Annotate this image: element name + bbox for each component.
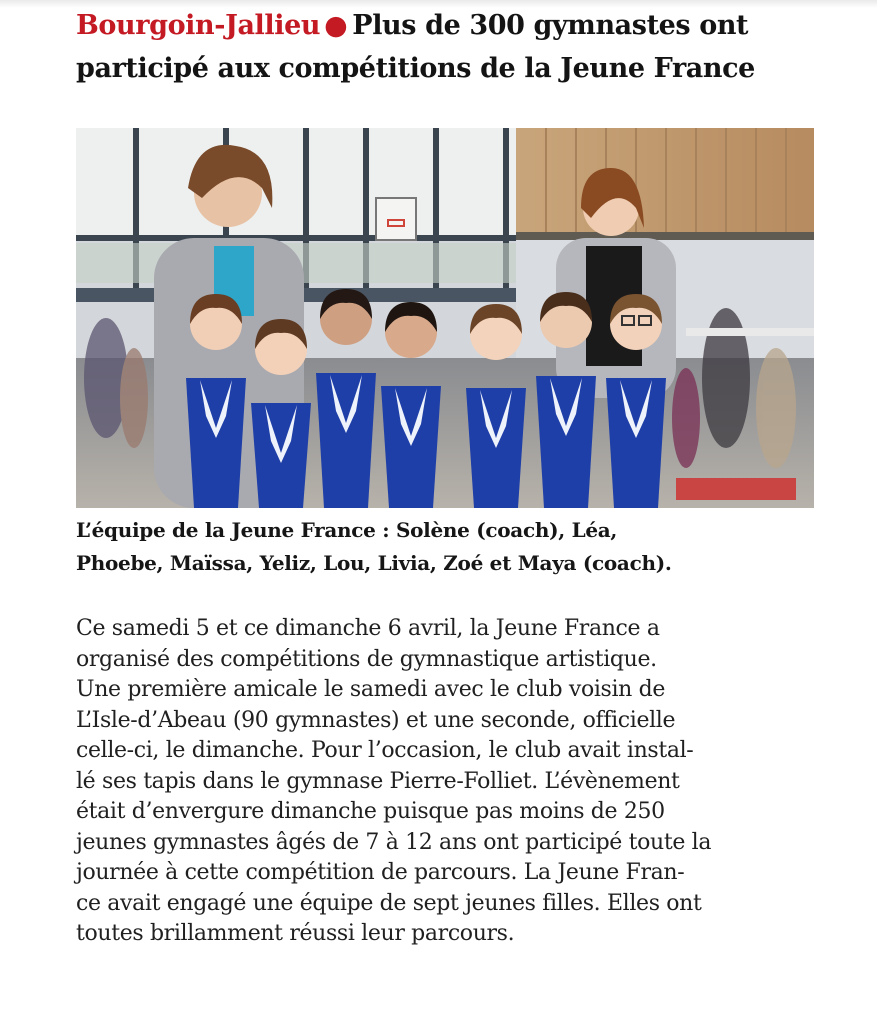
headline-location: Bourgoin-Jallieu xyxy=(76,10,321,41)
body-line: Ce samedi 5 et ce dimanche 6 avril, la Jeune France a xyxy=(76,616,660,641)
article-photo xyxy=(76,128,814,508)
photo-caption xyxy=(76,514,836,580)
body-line: lé ses tapis dans le gymnase Pierre-Folliet. L’évènement xyxy=(76,768,680,794)
body-line: organisé des compétitions de gymnastique artistique. xyxy=(76,646,657,672)
article-headline xyxy=(76,4,836,90)
body-line: L’Isle-d’Abeau (90 gymnastes) et une seconde, officielle xyxy=(76,707,676,733)
body-line: ce avait engagé une équipe de sept jeunes filles. Elles ont xyxy=(76,890,702,916)
headline-separator-dot: ● xyxy=(324,10,348,41)
body-line: jeunes gymnastes âgés de 7 à 12 ans ont participé toute la xyxy=(76,829,712,855)
body-line: toutes brillamment réussi leur parcours. xyxy=(76,921,515,946)
article-body xyxy=(76,614,836,950)
body-line: était d’envergure dimanche puisque pas moins de 250 xyxy=(76,799,665,824)
body-line: celle-ci, le dimanche. Pour l’occasion, le club avait instal- xyxy=(76,738,694,763)
caption-line: L’équipe de la Jeune France : Solène (coach), Léa, xyxy=(76,518,618,542)
body-line: journée à cette compétition de parcours. La Jeune Fran- xyxy=(76,860,685,885)
headline-title: Plus de 300 gymnastes ont participé aux compétitions de la Jeune France xyxy=(76,10,755,84)
body-line: Une première amicale le samedi avec le club voisin de xyxy=(76,677,666,702)
caption-line: Phoebe, Maïssa, Yeliz, Lou, Livia, Zoé et Maya (coach). xyxy=(76,551,672,575)
photo-illustration xyxy=(76,128,814,508)
